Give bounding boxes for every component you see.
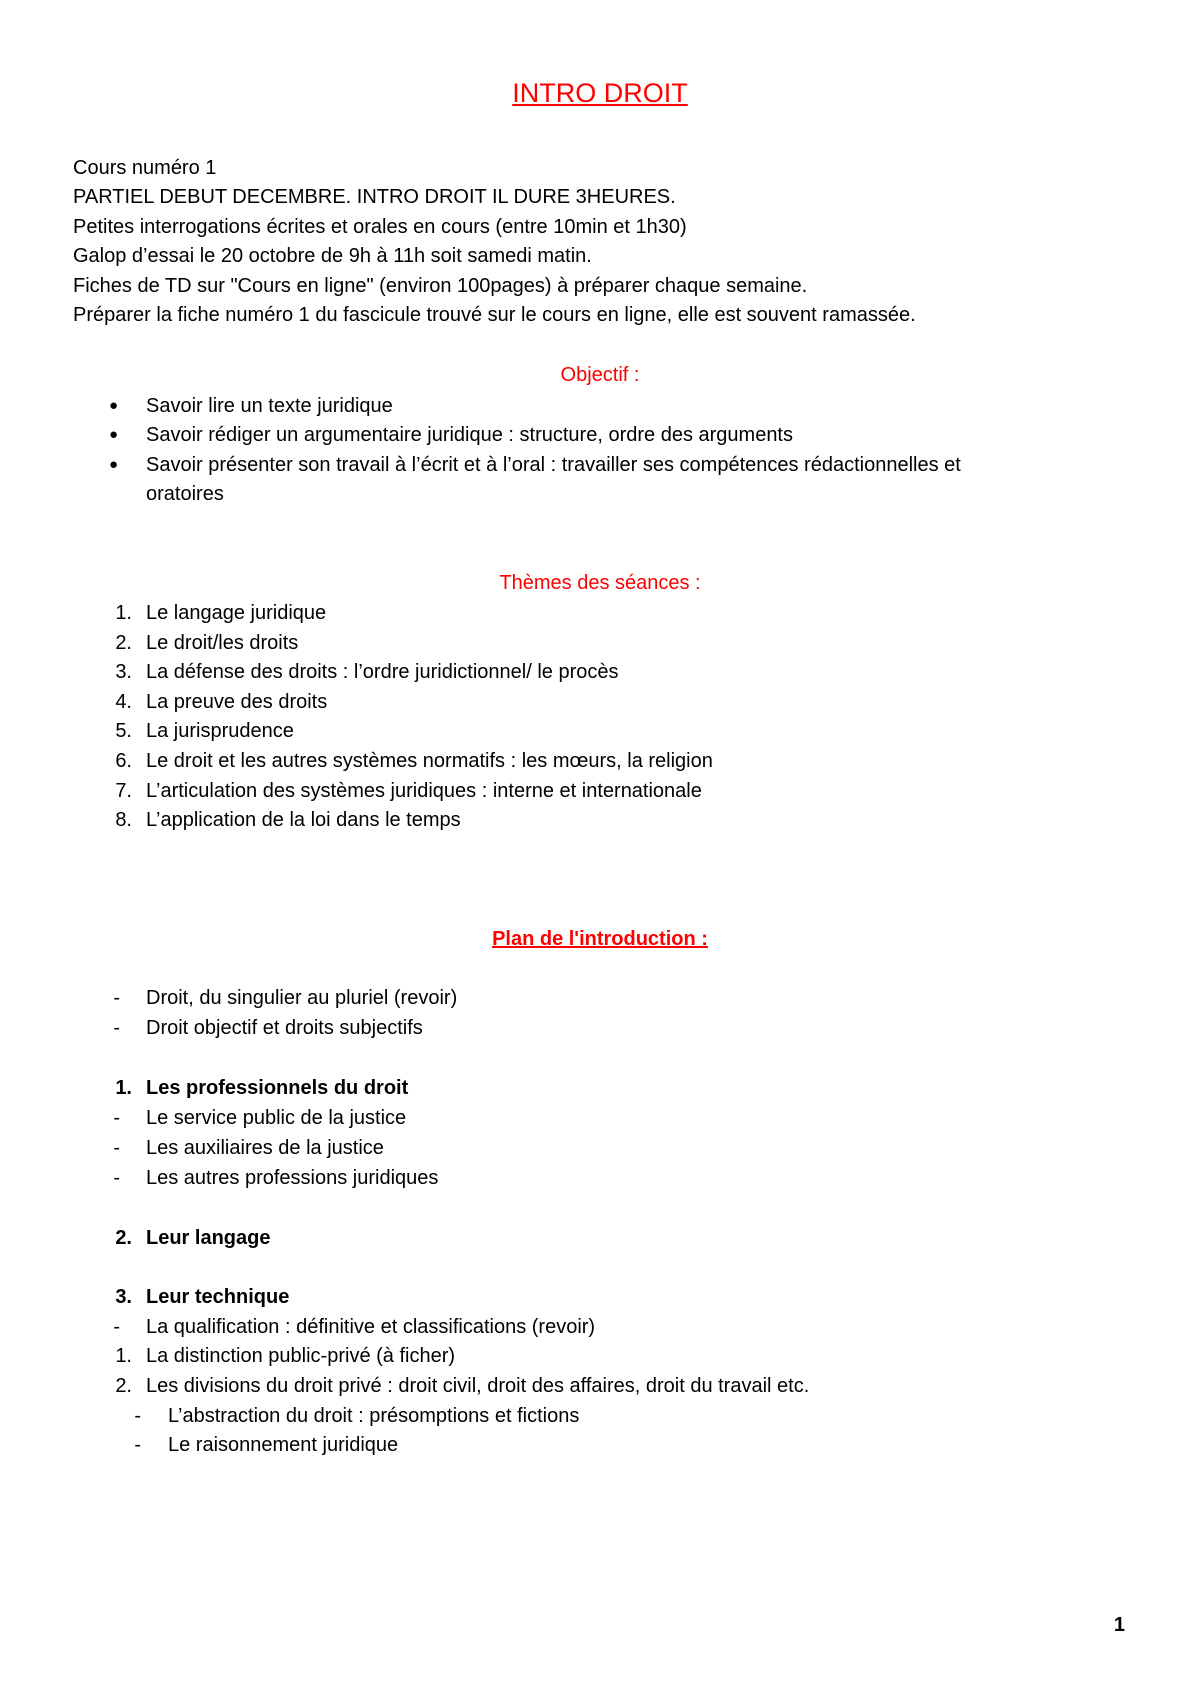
list-item-text: oratoires [146, 483, 224, 505]
plan-heading: Plan de l'introduction : [492, 928, 708, 950]
intro-line: Galop d’essai le 20 octobre de 9h à 11h soit samedi matin. [73, 245, 592, 268]
dash-marker: - [134, 1405, 141, 1427]
intro-line: Fiches de TD sur "Cours en ligne" (environ 100pages) à préparer chaque semaine. [73, 274, 808, 297]
page-title: INTRO DROIT [512, 78, 688, 108]
plan-line-text: La qualification : définitive et classifications (revoir) [146, 1316, 596, 1338]
theme-item-text: Le langage juridique [146, 602, 327, 624]
plan-line-text: Leur langage [146, 1227, 271, 1249]
plan-line-text: Leur technique [146, 1286, 290, 1308]
dash-marker: - [113, 1137, 120, 1159]
plan-line-text: Les auxiliaires de la justice [146, 1137, 384, 1159]
plan-line-text: L’abstraction du droit : présomptions et fictions [168, 1405, 580, 1427]
theme-item-text: La jurisprudence [146, 720, 294, 743]
list-number: 2. [115, 1227, 132, 1249]
plan-line-text: Droit, du singulier au pluriel (revoir) [146, 987, 458, 1009]
intro-block [73, 154, 916, 330]
bullet-icon: ● [108, 397, 118, 414]
list-number: 2. [115, 631, 132, 654]
intro-line: Préparer la fiche numéro 1 du fascicule trouvé sur le cours en ligne, elle est souvent ramassée. [73, 304, 916, 327]
page-number: 1 [1113, 1614, 1125, 1636]
bullet-icon: ● [108, 456, 118, 473]
list-number: 4. [115, 690, 132, 713]
dash-marker: - [113, 1316, 120, 1338]
dash-marker: - [113, 1017, 120, 1039]
intro-line: PARTIEL DEBUT DECEMBRE. INTRO DROIT IL DURE 3HEURES. [73, 186, 676, 209]
dash-marker: - [113, 987, 120, 1009]
plan-line-text: Les autres professions juridiques [146, 1167, 439, 1189]
bullet-icon: ● [108, 426, 118, 443]
plan-line-text: Le service public de la justice [146, 1107, 407, 1129]
plan-line-text: Droit objectif et droits subjectifs [146, 1017, 423, 1039]
theme-item-text: Le droit et les autres systèmes normatifs : les mœurs, la religion [146, 750, 713, 772]
plan-line-text: Le raisonnement juridique [168, 1434, 399, 1456]
dash-marker: - [113, 1167, 120, 1189]
list-number: 5. [115, 720, 132, 743]
list-number: 1. [115, 1077, 132, 1099]
list-item-text: Savoir rédiger un argumentaire juridique : structure, ordre des arguments [146, 424, 793, 446]
list-number: 7. [115, 779, 132, 802]
objectif-heading: Objectif : [560, 364, 640, 386]
plan-line-text: Les professionnels du droit [146, 1077, 409, 1099]
list-number: 3. [115, 661, 132, 684]
theme-item-text: Le droit/les droits [146, 631, 299, 654]
list-item-text: Savoir présenter son travail à l’écrit et à l’oral : travailler ses compétences rédactionnelles et [146, 454, 961, 476]
intro-line: Petites interrogations écrites et orales en cours (entre 10min et 1h30) [73, 215, 687, 238]
plan-line-text: Les divisions du droit privé : droit civil, droit des affaires, droit du travail etc. [146, 1375, 810, 1397]
dash-marker: - [113, 1107, 120, 1129]
theme-item-text: L’articulation des systèmes juridiques : interne et internationale [146, 779, 702, 802]
list-number: 2. [115, 1375, 132, 1397]
themes-heading: Thèmes des séances : [499, 572, 701, 594]
list-number: 1. [115, 1345, 132, 1367]
list-number: 3. [115, 1286, 132, 1308]
list-item-text: Savoir lire un texte juridique [146, 395, 393, 417]
list-number: 6. [115, 750, 132, 772]
list-number: 1. [115, 602, 132, 624]
plan-line-text: La distinction public-privé (à ficher) [146, 1345, 456, 1367]
intro-line: Cours numéro 1 [73, 157, 217, 179]
theme-item-text: La preuve des droits [146, 690, 328, 713]
dash-marker: - [134, 1434, 141, 1456]
list-number: 8. [115, 809, 132, 832]
theme-item-text: La défense des droits : l’ordre juridictionnel/ le procès [146, 661, 619, 684]
theme-item-text: L’application de la loi dans le temps [146, 809, 461, 832]
